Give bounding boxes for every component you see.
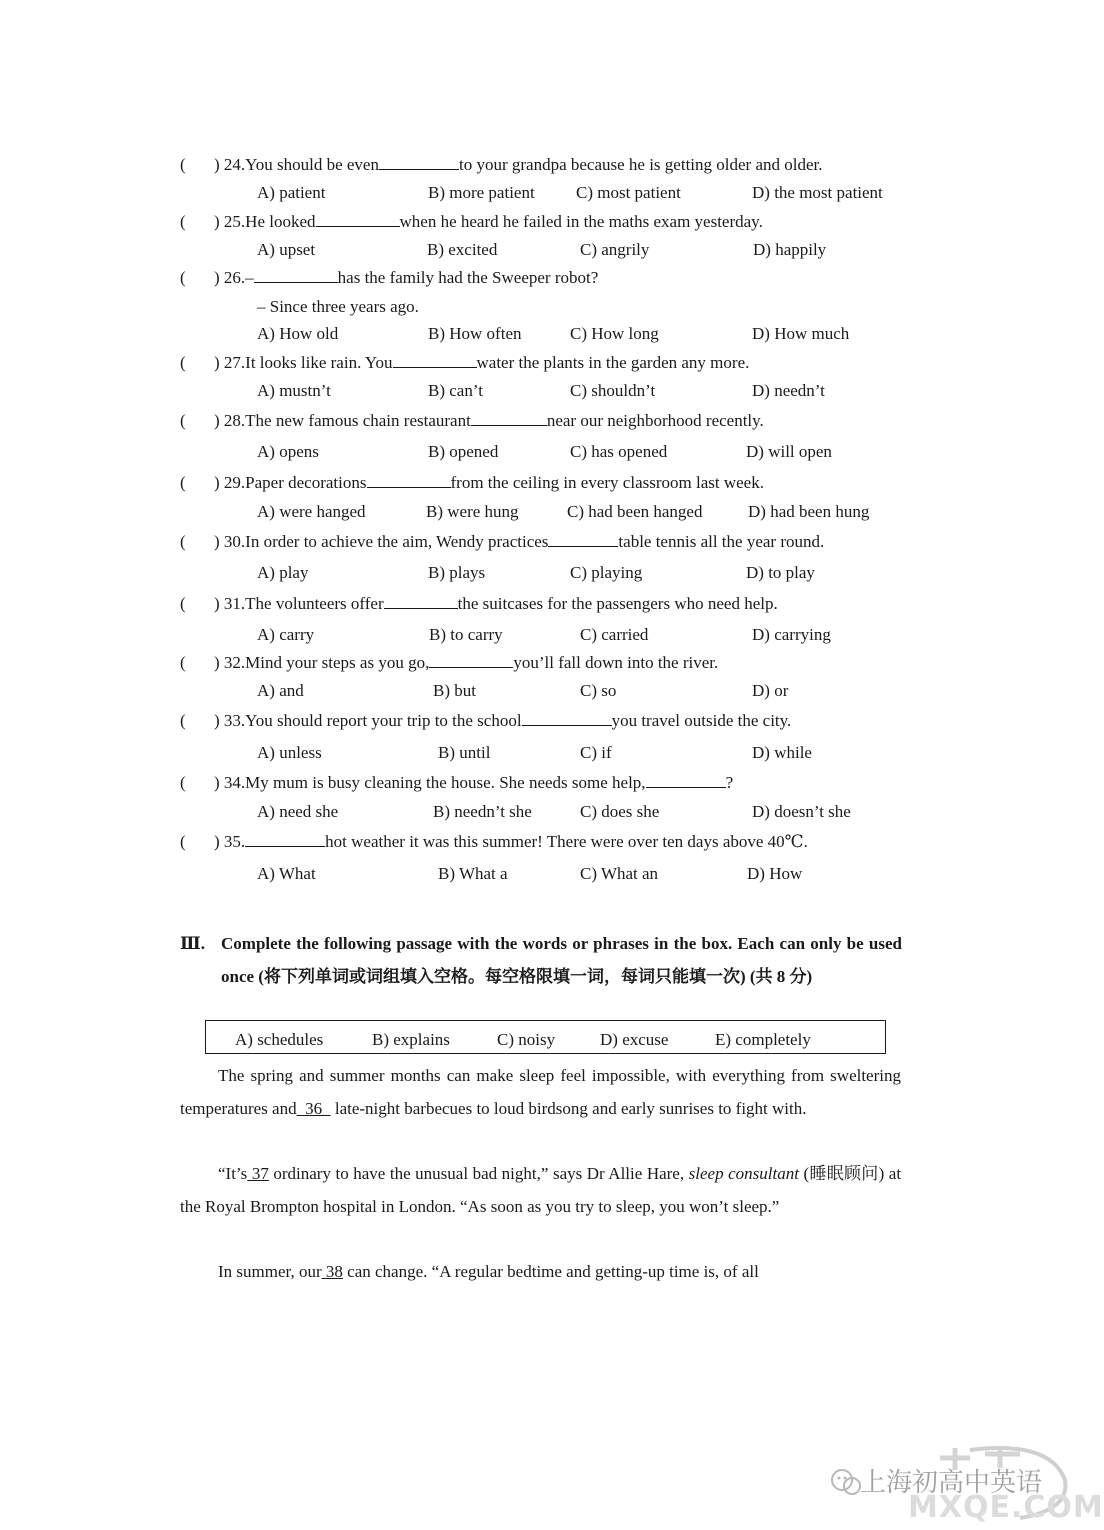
question-number: ) 26. [214,268,246,287]
option-b: B) until [438,743,491,762]
section-instruction: Complete the following passage with the words or phrases in the box. Each can only be used once (将下列单词或词组填入空格。每空格限填一词，每词只能填一次) (共 8 分) [221,934,902,986]
passage-text: The spring and summer months can make sleep feel impossible, with everything from sweltering temperatures and [180,1066,901,1118]
question-number: ) 31. [214,594,246,613]
question-stem [214,268,598,288]
word-box [205,1020,886,1054]
question-number: ) 25. [214,212,246,231]
option-c: C) if [580,743,612,762]
option-c: C) shouldn’t [570,381,656,400]
answer-blank[interactable] [254,281,338,283]
blank-37[interactable]: 37 [247,1164,269,1183]
option-d: D) had been hung [748,502,870,521]
option-a: A) need she [257,802,339,821]
option-d: D) carrying [752,625,831,644]
answer-paren[interactable]: ( [180,353,186,372]
question-stem [214,773,733,793]
dialogue-response: – Since three years ago. [257,297,419,316]
option-a: A) How old [257,324,339,343]
option-d: D) or [752,681,789,700]
stem-text: when he heard he failed in the maths exam yesterday. [399,212,763,231]
passage-text: (睡眠顾问) at the Royal Brompton hospital in London. “As soon as you try to sleep, you won’t sleep.” [180,1164,902,1216]
option-a: A) What [257,864,316,883]
answer-blank[interactable] [316,225,400,227]
option-d: D) while [752,743,812,762]
option-b: B) How often [428,324,522,343]
answer-paren[interactable]: ( [180,212,186,231]
option-d: D) How [747,864,803,883]
option-a: A) upset [257,240,316,259]
option-a: A) were hanged [257,502,366,521]
answer-paren[interactable]: ( [180,411,186,430]
answer-blank[interactable] [471,424,547,426]
watermark-site: MXQE.COM [908,1490,1104,1525]
question-number: ) 33. [214,711,246,730]
answer-blank[interactable] [646,786,726,788]
option-c: C) had been hanged [567,502,703,521]
stem-text: the suitcases for the passengers who need help. [457,594,778,613]
option-d: D) needn’t [752,381,825,400]
question-stem [214,155,822,175]
option-a: A) carry [257,625,315,644]
answer-paren[interactable]: ( [180,653,186,672]
stem-text: The new famous chain restaurant [245,411,471,430]
passage-text: can change. “A regular bedtime and getting-up time is, of all [347,1262,759,1281]
stem-text: near our neighborhood recently. [546,411,764,430]
question-number: ) 24. [214,155,246,174]
passage-text: late-night barbecues to loud birdsong and early sunrises to fight with. [334,1098,807,1118]
answer-paren[interactable]: ( [180,473,186,492]
option-b: B) but [433,681,476,700]
answer-blank[interactable] [245,845,325,847]
question-stem [214,411,764,431]
question-stem [214,594,778,614]
question-number: ) 35. [214,832,246,851]
question-number: ) 29. [214,473,246,492]
option-b: B) excited [427,240,498,259]
stem-text: You should be even [245,155,379,174]
answer-blank[interactable] [379,168,459,170]
option-d: D) happily [753,240,827,259]
answer-blank[interactable] [384,607,458,609]
option-c: C) most patient [576,183,681,202]
question-stem [214,212,763,232]
blank-38[interactable]: 38 [321,1262,343,1281]
passage-paragraph-2 [180,1158,901,1223]
question-number: ) 30. [214,532,246,551]
question-stem [214,353,749,373]
question-stem [214,711,791,731]
option-b: B) opened [428,442,499,461]
option-d: D) doesn’t she [752,802,851,821]
passage-text: “It’s [218,1164,248,1183]
option-a: A) play [257,563,309,582]
option-a: A) and [257,681,304,700]
question-stem [214,532,824,552]
stem-text: You should report your trip to the school [245,711,522,730]
passage-paragraph-1 [180,1060,901,1125]
option-d: D) How much [752,324,850,343]
passage-paragraph-3 [218,1256,918,1289]
option-b: B) can’t [428,381,483,400]
section-3-heading [180,927,902,993]
stem-text: water the plants in the garden any more. [476,353,750,372]
stem-text: Paper decorations [245,473,367,492]
stem-text: My mum is busy cleaning the house. She needs some help, [245,773,646,792]
stem-text: you travel outside the city. [611,711,792,730]
option-d: D) will open [746,442,832,461]
stem-text: to your grandpa because he is getting older and older. [458,155,823,174]
option-c: C) angrily [580,240,650,259]
answer-blank[interactable] [548,545,618,547]
question-number: ) 34. [214,773,246,792]
stem-text: It looks like rain. You [245,353,393,372]
stem-text: table tennis all the year round. [618,532,825,551]
box-word: B) explains [372,1030,450,1049]
option-c: C) does she [580,802,660,821]
stem-text: you’ll fall down into the river. [513,653,719,672]
option-a: A) opens [257,442,319,461]
answer-blank[interactable] [429,666,513,668]
option-a: A) mustn’t [257,381,331,400]
answer-paren[interactable]: ( [180,532,186,551]
answer-blank[interactable] [522,724,612,726]
blank-36[interactable]: 36 [296,1098,331,1118]
option-c: C) so [580,681,617,700]
option-c: C) playing [570,563,643,582]
section-numeral: Ⅲ. [180,934,205,953]
stem-text: ? [725,773,734,792]
stem-text: The volunteers offer [245,594,384,613]
option-b: B) were hung [426,502,519,521]
question-stem [214,653,718,673]
answer-paren[interactable]: ( [180,155,186,174]
answer-blank[interactable] [367,486,451,488]
answer-paren[interactable]: ( [180,832,186,851]
stem-text: hot weather it was this summer! There were over ten days above 40℃. [325,832,808,851]
question-number: ) 27. [214,353,246,372]
stem-text: from the ceiling in every classroom last week. [450,473,764,492]
answer-paren[interactable]: ( [180,268,186,287]
option-b: B) to carry [429,625,503,644]
watermark [820,1440,1104,1525]
stem-text: – [245,268,254,287]
answer-paren[interactable]: ( [180,594,186,613]
option-c: C) How long [570,324,659,343]
question-stem [214,473,764,493]
italic-term: sleep consultant [688,1164,799,1183]
question-number: ) 28. [214,411,246,430]
option-c: C) What an [580,864,659,883]
passage-text: ordinary to have the unusual bad night,” says Dr Allie Hare, [273,1164,685,1183]
stem-text: has the family had the Sweeper robot? [337,268,599,287]
answer-paren[interactable]: ( [180,773,186,792]
watermark-text: 上海初高中英语 [860,1468,1043,1498]
question-number: ) 32. [214,653,246,672]
option-b: B) more patient [428,183,535,202]
answer-paren[interactable]: ( [180,711,186,730]
stem-text: In order to achieve the aim, Wendy practices [245,532,549,551]
option-b: B) plays [428,563,486,582]
box-word: C) noisy [497,1030,556,1049]
option-b: B) needn’t she [433,802,532,821]
stem-text: Mind your steps as you go, [245,653,430,672]
option-a: A) unless [257,743,322,762]
option-c: C) carried [580,625,649,644]
box-word: D) excuse [600,1030,669,1049]
answer-blank[interactable] [393,366,477,368]
option-a: A) patient [257,183,326,202]
box-word: E) completely [715,1030,811,1049]
question-stem [214,832,808,852]
passage-text: In summer, our [218,1262,322,1281]
option-d: D) the most patient [752,183,883,202]
stem-text: He looked [245,212,316,231]
option-b: B) What a [438,864,508,883]
option-d: D) to play [746,563,815,582]
option-c: C) has opened [570,442,668,461]
box-word: A) schedules [235,1030,324,1049]
